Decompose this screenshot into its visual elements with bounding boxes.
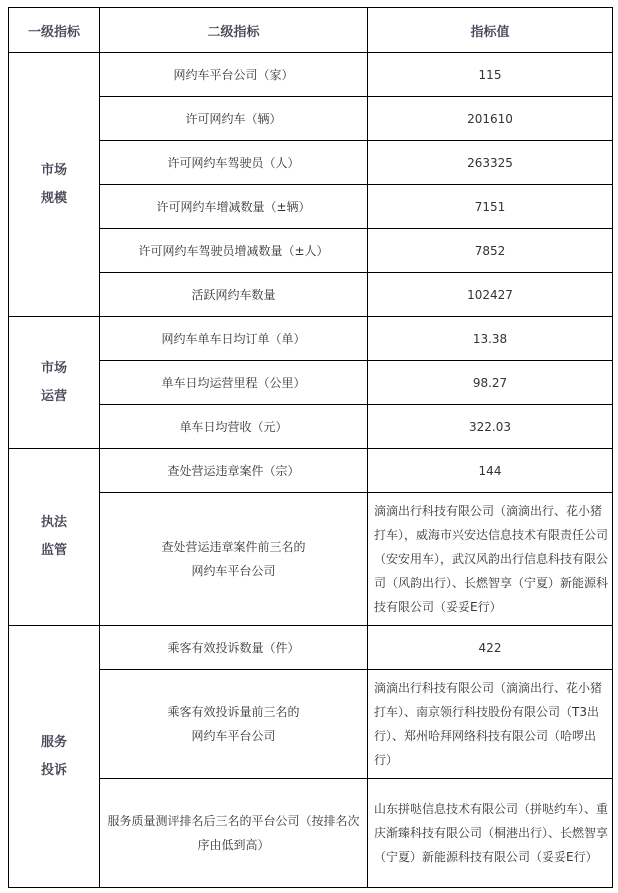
indicator-line: 网约车平台公司 — [191, 564, 276, 578]
value-cell: 201610 — [368, 97, 613, 141]
value-cell: 13.38 — [368, 317, 613, 361]
indicator-cell: 网约车单车日均订单（单） — [100, 317, 368, 361]
value-cell: 7852 — [368, 229, 613, 273]
value-cell: 98.27 — [368, 361, 613, 405]
category-enforcement — [9, 449, 100, 626]
indicator-cell: 服务质量测评排名后三名的平台公司（按排名次序由低到高） — [100, 779, 368, 888]
value-cell: 山东拼哒信息技术有限公司（拼哒约车）、重庆渐臻科技有限公司（桐港出行）、长燃智享（宁夏）新能源科技有限公司（妥妥E行） — [368, 779, 613, 888]
table-row — [9, 626, 613, 670]
category-line: 监管 — [40, 543, 67, 558]
table-row — [9, 779, 613, 888]
indicator-cell: 活跃网约车数量 — [100, 273, 368, 317]
value-cell: 滴滴出行科技有限公司（滴滴出行、花小猪打车）、南京领行科技股份有限公司（T3出行）、郑州哈拜网络科技有限公司（哈啰出行） — [368, 670, 613, 779]
value-cell: 115 — [368, 53, 613, 97]
value-cell: 422 — [368, 626, 613, 670]
table-row — [9, 97, 613, 141]
table-row — [9, 317, 613, 361]
value-cell: 144 — [368, 449, 613, 493]
table-row — [9, 53, 613, 97]
value-cell: 102427 — [368, 273, 613, 317]
category-line: 规模 — [40, 190, 67, 206]
indicator-line: 乘客有效投诉量前三名的 — [167, 705, 300, 719]
table-row — [9, 449, 613, 493]
indicator-cell: 许可网约车驾驶员（人） — [100, 141, 368, 185]
indicator-cell: 许可网约车增减数量（±辆） — [100, 185, 368, 229]
table-row — [9, 670, 613, 779]
category-service-complaints — [9, 626, 100, 888]
table-row — [9, 493, 613, 626]
value-cell: 7151 — [368, 185, 613, 229]
category-line: 执法 — [40, 515, 67, 530]
category-market-scale — [9, 53, 100, 317]
indicator-cell — [100, 493, 368, 626]
table-row — [9, 405, 613, 449]
indicator-cell — [100, 670, 368, 779]
indicator-cell: 乘客有效投诉数量（件） — [100, 626, 368, 670]
value-cell: 263325 — [368, 141, 613, 185]
category-market-operation — [9, 317, 100, 449]
table-row — [9, 185, 613, 229]
indicator-cell: 网约车平台公司（家） — [100, 53, 368, 97]
indicator-cell: 许可网约车（辆） — [100, 97, 368, 141]
indicator-cell: 许可网约车驾驶员增减数量（±人） — [100, 229, 368, 273]
table-row — [9, 361, 613, 405]
indicator-line: 网约车平台公司 — [191, 729, 276, 743]
indicator-cell: 单车日均运营里程（公里） — [100, 361, 368, 405]
table-row — [9, 273, 613, 317]
header-level2: 二级指标 — [100, 8, 368, 53]
value-cell: 322.03 — [368, 405, 613, 449]
indicator-cell: 查处营运违章案件（宗） — [100, 449, 368, 493]
category-line: 投诉 — [40, 762, 67, 778]
header-row — [9, 8, 613, 53]
header-value: 指标值 — [368, 8, 613, 53]
category-line: 服务 — [40, 734, 67, 750]
category-line: 运营 — [40, 388, 67, 404]
table-row — [9, 141, 613, 185]
indicator-line: 查处营运违章案件前三名的 — [161, 540, 306, 554]
indicator-cell: 单车日均营收（元） — [100, 405, 368, 449]
metrics-table — [8, 7, 613, 888]
category-line: 市场 — [40, 360, 67, 376]
value-cell: 滴滴出行科技有限公司（滴滴出行、花小猪打车），威海市兴安达信息技术有限责任公司（安安用车），武汉风韵出行信息科技有限公司（风韵出行）、长燃智享（宁夏）新能源科技有限公司（妥妥E行） — [368, 493, 613, 626]
category-line: 市场 — [40, 162, 67, 178]
table-row — [9, 229, 613, 273]
header-level1: 一级指标 — [9, 8, 100, 53]
